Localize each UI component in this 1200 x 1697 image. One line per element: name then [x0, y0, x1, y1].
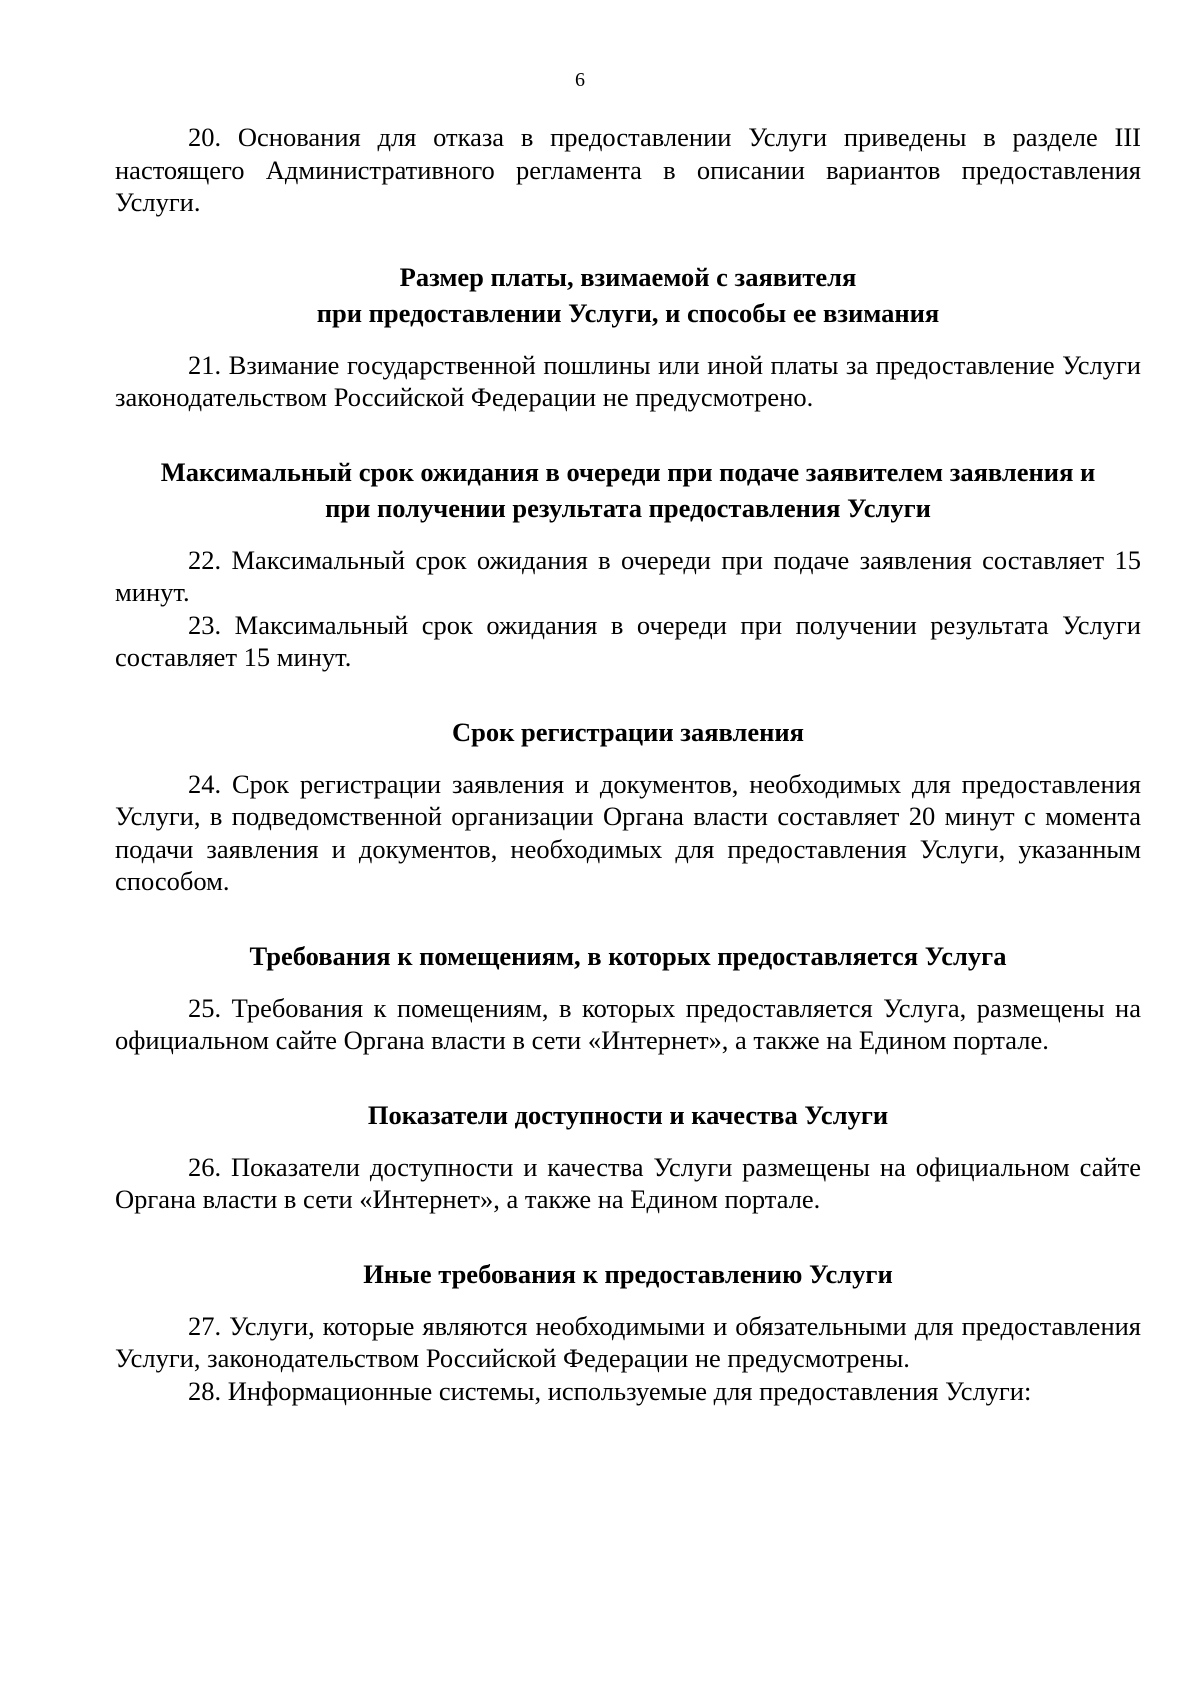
- heading-queue: [115, 454, 1141, 526]
- heading-other-line: Иные требования к предоставлению Услуги: [363, 1258, 893, 1289]
- heading-fee-line-2: при предоставлении Услуги, и способы ее взимания: [316, 297, 940, 328]
- paragraph-24: 24. Срок регистрации заявления и документов, необходимых для предоставления Услуги, в подведомственной организации Органа власти составляет 20 минут с момента подачи заявления и документов, необходимых для предоставления Услуги, указанным способом.: [115, 768, 1141, 896]
- heading-fee: [115, 259, 1141, 331]
- paragraph-23: 23. Максимальный срок ожидания в очереди при получении результата Услуги составляет 15 минут.: [115, 609, 1141, 672]
- heading-premises-line: Требования к помещениям, в которых предоставляется Услуга: [249, 940, 1007, 971]
- heading-queue-line-1: Максимальный срок ожидания в очереди при подаче заявителем заявления и: [160, 456, 1096, 487]
- paragraph-28: 28. Информационные системы, используемые для предоставления Услуги:: [188, 1375, 1032, 1406]
- heading-registration: [115, 714, 1141, 750]
- heading-premises: [115, 938, 1141, 974]
- heading-quality: [115, 1097, 1141, 1133]
- page-number: 6: [575, 69, 585, 91]
- heading-other: [115, 1256, 1141, 1292]
- heading-fee-line-1: Размер платы, взимаемой с заявителя: [399, 261, 857, 292]
- paragraph-20: 20. Основания для отказа в предоставлении Услуги приведены в разделе III настоящего Административного регламента в описании вариантов предоставления Услуги.: [115, 122, 1141, 217]
- document-body: [115, 121, 1141, 1407]
- heading-queue-line-2: при получении результата предоставления Услуги: [325, 492, 931, 523]
- paragraph-22: 22. Максимальный срок ожидания в очереди при подаче заявления составляет 15 минут.: [115, 544, 1141, 607]
- paragraph-26: 26. Показатели доступности и качества Услуги размещены на официальном сайте Органа власти в сети «Интернет», а также на Едином портале.: [115, 1151, 1141, 1214]
- paragraph-27: 27. Услуги, которые являются необходимыми и обязательными для предоставления Услуги, законодательством Российской Федерации не предусмотрены.: [115, 1310, 1141, 1373]
- paragraph-21: 21. Взимание государственной пошлины или иной платы за предоставление Услуги законодательством Российской Федерации не предусмотрено.: [115, 349, 1141, 412]
- heading-quality-line: Показатели доступности и качества Услуги: [367, 1099, 889, 1130]
- heading-registration-line: Срок регистрации заявления: [451, 716, 805, 747]
- paragraph-25: 25. Требования к помещениям, в которых предоставляется Услуга, размещены на официальном сайте Органа власти в сети «Интернет», а также на Едином портале.: [115, 992, 1141, 1055]
